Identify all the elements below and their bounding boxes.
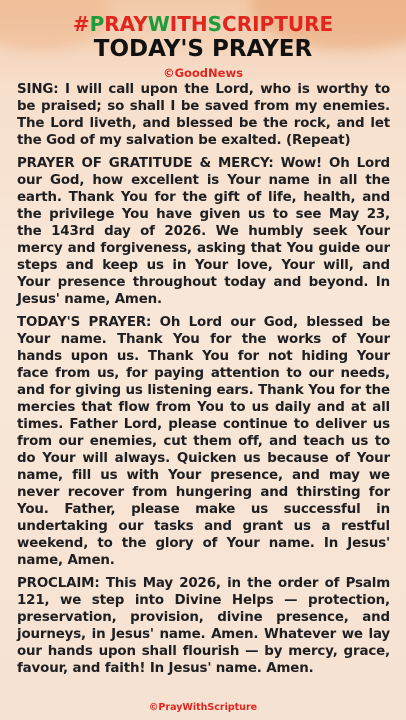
hashtag-title bbox=[0, 12, 406, 36]
hashtag-part: S bbox=[207, 12, 223, 36]
hashtag-part: # bbox=[72, 12, 90, 36]
footer-handle: ©PrayWithScripture bbox=[148, 702, 258, 713]
page-title: TODAY'S PRAYER bbox=[93, 36, 313, 62]
hashtag-part: RAY bbox=[104, 12, 148, 36]
paragraph-proclaim: PROCLAIM: This May 2026, in the order of Psalm 121, we step into Divine Helps — protection, preservation, provision, divine presence, and journeys, in Jesus' name. Amen. Whatever we lay our hands upon shall flourish — by mercy, grace, favour, and faith! In Jesus' name. Amen. bbox=[17, 576, 390, 676]
source-handle: ©GoodNews bbox=[163, 66, 243, 80]
hashtag-part: P bbox=[89, 12, 105, 36]
prayer-body bbox=[17, 81, 390, 683]
hashtag-part: ITH bbox=[169, 12, 208, 36]
hashtag-part: W bbox=[147, 12, 170, 36]
header bbox=[0, 12, 406, 81]
paragraph-sing: SING: I will call upon the Lord, who is worthy to be praised; so shall I be saved from my enemies. The Lord liveth, and blessed be the rock, and let the God of my salvation be exalted. (Repeat) bbox=[17, 82, 390, 148]
hashtag-part: CRIPTURE bbox=[222, 12, 334, 36]
paragraph-gratitude: PRAYER OF GRATITUDE & MERCY: Wow! Oh Lord our God, how excellent is Your name in all the earth. Thank You for the gift of life, health, and the privilege You have given us to see May 23, the 143rd day of 2026. We humbly seek Your mercy and forgiveness, asking that You guide our steps and keep us in Your love, Your will, and Your presence throughout today and beyond. In Jesus' name, Amen. bbox=[17, 156, 390, 307]
paragraph-todays-prayer: TODAY'S PRAYER: Oh Lord our God, blessed be Your name. Thank You for the works of Your hands upon us. Thank You for not hiding Your face from us, for paying attention to our needs, and for giving us listening ears. Thank You for the mercies that flow from You to us daily and at all times. Father Lord, please continue to deliver us from our enemies, cut them off, and teach us to do Your will always. Quicken us because of Your name, fill us with Your presence, and may we never recover from hungering and thirsting for You. Father, please make us successful in undertaking our tasks and grant us a restful weekend, to the glory of Your name. In Jesus' name, Amen. bbox=[17, 315, 390, 568]
